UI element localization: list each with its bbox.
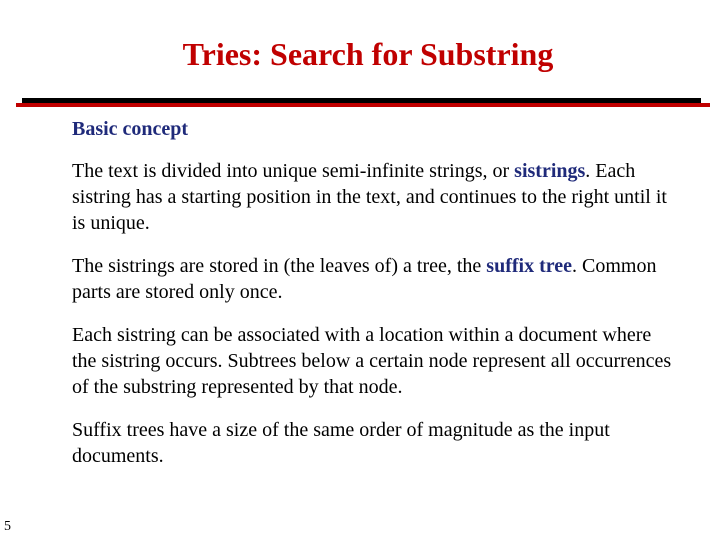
section-heading: Basic concept [72, 118, 189, 140]
title-divider-accent [16, 103, 710, 107]
paragraph-text: The sistrings are stored in (the leaves of) a tree, the [72, 255, 487, 277]
paragraph-locations: Each sistring can be associated with a location within a document where the sistring occurs. Subtrees below a certain node represent all occurrences of the substring represented by that node. [72, 324, 672, 398]
slide-body [72, 116, 672, 486]
slide-title: Tries: Search for Substring [182, 36, 554, 72]
term-suffix-tree: suffix tree [486, 255, 573, 277]
paragraph-sistrings [72, 158, 672, 236]
paragraph-text: . Each sistring has a starting position in the text, and continues to the right until it is unique. [72, 160, 667, 234]
paragraph-text: The text is divided into unique semi-infinite strings, or [72, 160, 515, 182]
paragraph-size: Suffix trees have a size of the same order of magnitude as the input documents. [72, 419, 610, 467]
term-sistrings: sistrings [514, 160, 586, 182]
paragraph-text: . Common parts are stored only once. [72, 255, 657, 303]
paragraph-suffix-tree [72, 253, 672, 305]
slide-number: 5 [4, 519, 11, 534]
